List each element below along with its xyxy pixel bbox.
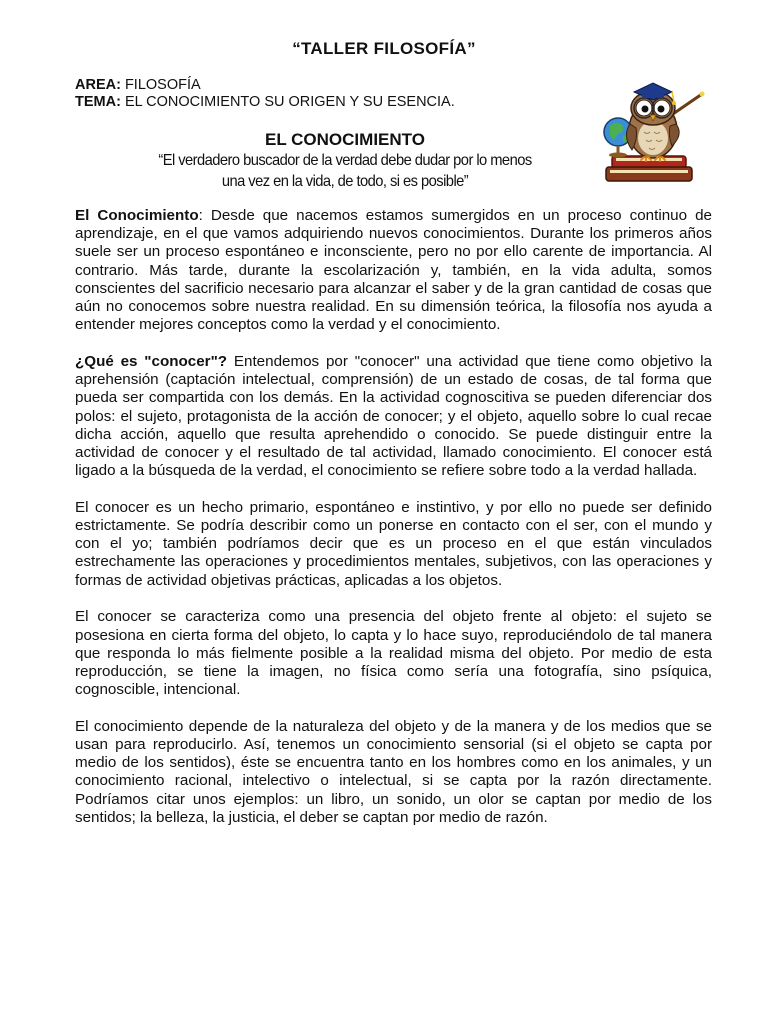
quote-line-2: una vez en la vida, de todo, si es posible”: [221, 173, 469, 190]
paragraph: El conocimiento depende de la naturaleza del objeto y de la manera y de los medios que se usan para reproducirlo. Así, tenemos un conocimiento sensorial (si el objeto se capta por medio de los sentidos), éste se encuentra tanto en los hombres como en los animales, y un conocimiento racional, intelectivo o intelectual, si se capta por la razón directamente. Podríamos citar unos ejemplos: un libro, un sonido, un olor se captan por medio de los sentidos; la belleza, la justicia, el deber se captan por medio de razón.: [75, 717, 712, 826]
paragraph-lead: El Conocimiento: [75, 207, 199, 224]
paragraph: El Conocimiento: Desde que nacemos estamos sumergidos en un proceso continuo de aprendizaje, en el que vamos adquiriendo nuevos conocimientos. Durante los primeros años suele ser un proceso espontáneo e inconsciente, pero no por ello carente de importancia. Al contrario. Más tarde, durante la escolarización y, también, en la vida adulta, somos conscientes del sacrificio necesario para alcanzar el saber y de la gran cantidad de cosas que aún no conocemos sobre nuestra realidad. En su dimensión teórica, la filosofía nos ayuda a entender mejores conceptos como la verdad y el conocimiento.: [75, 207, 712, 334]
paragraph: El conocer se caracteriza como una presencia del objeto frente al objeto: el sujeto se posesiona en cierta forma del objeto, lo capta y lo hace suyo, reproduciéndolo de tal manera que responda lo más fielmente posible a la realidad misma del objeto. Por medio de esta reproducción, se tiene la imagen, no física como sería una fotografía, sino psíquica, cognoscible, intencional.: [75, 608, 712, 699]
paragraph-lead: ¿Qué es "conocer"?: [75, 352, 228, 370]
body-text: [75, 207, 712, 846]
document-title: “TALLER FILOSOFÍA”: [292, 39, 476, 58]
area-value: FILOSOFÍA: [120, 77, 201, 93]
paragraph: ¿Qué es "conocer"? Entendemos por "conocer" una actividad que tiene como objetivo la aprehensión (captación intelectual, comprensión) de un estado de cosas, de tal forma que pueda ser compartida con los demás. En la actividad cognoscitiva se pueden diferenciar dos polos: el sujeto, protagonista de la acción de conocer; y el objeto, aquello sobre lo cual recae dicha acción, aquello que resulta aprehendido o conocido. Se puede distinguir entre la actividad de conocer y el resultado de tal actividad, llamado conocimiento. El conocer está ligado a la búsqueda de la verdad, el conocimiento se refiere sobre todo a la verdad hallada.: [75, 352, 712, 480]
epigraph-quote: [28, 150, 663, 192]
tema-line: [75, 94, 455, 111]
tema-value: EL CONOCIMIENTO SU ORIGEN Y SU ESENCIA.: [120, 94, 455, 110]
tema-label: TEMA:: [75, 94, 121, 110]
area-line: [75, 77, 455, 94]
meta-block: [75, 77, 455, 111]
area-label: AREA:: [75, 77, 121, 93]
paragraph: El conocer es un hecho primario, espontáneo e instintivo, y por ello no puede ser definido estrictamente. Se podría describir como un ponerse en contacto con el ser, con el mundo y con el yo; también podríamos decir que es un proceso en el que están vinculados estrechamente las operaciones y procedimientos mentales, subjetivos, con las operaciones y formas de actividad objetivas prácticas, aplicadas a los objetos.: [75, 498, 712, 589]
quote-line-1: “El verdadero buscador de la verdad debe dudar por lo menos: [158, 152, 532, 169]
section-heading: EL CONOCIMIENTO: [265, 130, 425, 149]
owl-teacher-icon: [596, 74, 708, 186]
